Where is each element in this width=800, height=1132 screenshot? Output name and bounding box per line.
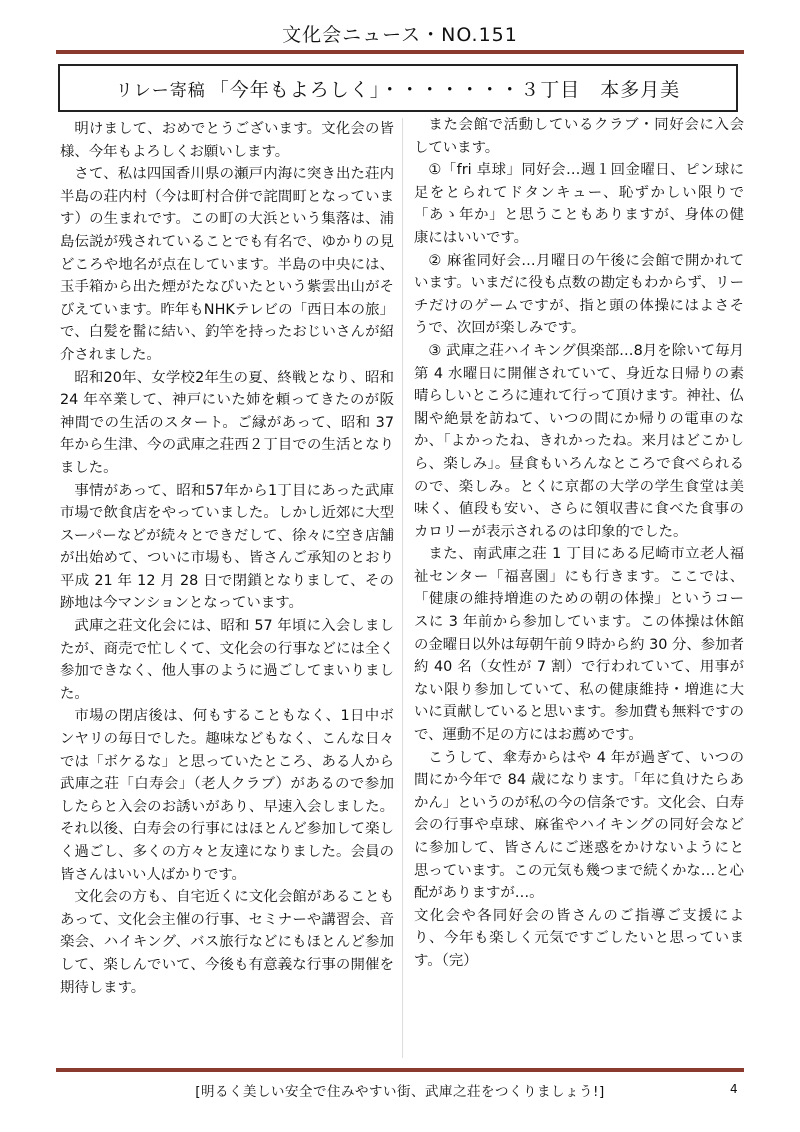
paragraph: 明けまして、おめでとうございます。文化会の皆様、今年もよろしくお願いします。 <box>60 121 394 160</box>
left-column <box>60 118 394 1063</box>
paragraph: 市場の閉店後は、何もすることもなく、1日中ボンヤリの毎日でした。趣味などもなく、こんな日々では「ボケるな」と思っていたところ、ある人から武庫之荘「白寿会」（老人クラブ）があるので参加したらと入会のお誘いがあり、早速入会しました。それ以後、白寿会の行事にはほとんど参加して楽しく過ごし、多くの方々と友達になりました。会員の皆さんはいい人ばかりです。 <box>60 708 394 883</box>
paragraph: 事情があって、昭和57年から1丁目にあった武庫市場で飲食店をやっていました。しかし近郊に大型スーパーなどが続々とできだして、徐々に空き店舗が出始めて、ついに市場も、皆さんご承知のとおり平成 21 年 12 月 28 日で閉鎖となりまして、その跡地は今マンションとなっています。 <box>60 482 394 612</box>
article-title-box <box>58 64 738 112</box>
paragraph: こうして、傘寿からはや 4 年が過ぎて、いつの間にか今年で 84 歳になります。「年に負けたらあかん」というのが私の今の信条です。文化会、白寿会の行事や卓球、麻雀やハイキングの同好会などに参加して、皆さんにご迷惑をかけないようにと思っています。この元気も幾つまで続くかな…と心配がありますが…。 <box>414 749 744 902</box>
paragraph: 武庫之荘文化会には、昭和 57 年頃に入会しましたが、商売で忙しくて、文化会の行事などには全く参加できなく、他人事のように過ごしてまいりました。 <box>60 618 394 702</box>
paragraph: ② 麻雀同好会…月曜日の午後に会館で開かれています。いまだに役も点数の勘定もわからず、リーチだけのゲームですが、指と頭の体操にはよさそうで、次回が楽しみです。 <box>414 252 744 337</box>
paragraph: ①「fri 卓球」同好会…週１回金曜日、ピン球に足をとられてドタンキュー、恥ずかしい限りで「あゝ年か」と思うこともありますが、身体の健康にはいいです。 <box>414 162 744 246</box>
paragraph: また会館で活動しているクラブ・同好会に入会しています。 <box>414 117 744 156</box>
paragraph: 昭和20年、女学校2年生の夏、終戦となり、昭和 24 年卒業して、神戸にいた姉を頼ってきたのが阪神間での生活のスタート。ご縁があって、昭和 37 年から生津、今の武庫之荘西２丁目での生活となりました。 <box>60 369 394 476</box>
paragraph: 文化会の方も、自宅近くに文化会館があることもあって、文化会主催の行事、セミナーや講習会、音楽会、ハイキング、バス旅行などにもほとんど参加して、楽しんでいて、今後も有意義な行事の開催を期待します。 <box>60 889 394 996</box>
paragraph: ③ 武庫之荘ハイキング倶楽部…8月を除いて毎月第 4 水曜日に開催されていて、身近な日帰りの素晴らしいところに連れて行って頂けます。神社、仏閣や絶景を訪ねて、いつの間にか帰りの電車のなか、「よかったね、きれかったね。来月はどこかしら、楽しみ」。昼食もいろんなところで食べられるので、楽しみ。とくに京都の大学の学生食堂は美味く、値段も安い、さらに領収書に食べた食事のカロリーが表示されるのは印象的でした。 <box>414 342 744 540</box>
article-title: 「今年もよろしく」・・・・・・・３丁目 本多月美 <box>209 78 681 101</box>
top-divider <box>56 50 744 54</box>
footer-slogan: [明るく美しい安全で住みやすい街、武庫之荘をつくりましょう!] <box>195 1084 605 1100</box>
closing-paragraph: 文化会や各同好会の皆さんのご指導ご支援により、今年も楽しく元気ですごしたいと思っています。（完） <box>414 907 744 969</box>
paragraph: また、南武庫之荘 1 丁目にある尼崎市立老人福祉センター「福喜園」にも行きます。ここでは、「健康の維持増進のための朝の体操」というコースに 3 年前から参加しています。この体操は休館の金曜日以外は毎朝午前９時から約 30 分、参加者約 40 名（女性が 7 割）で行われていて、用事がない限り参加していて、私の健康維持・増進に大いに貢献していると思います。参加費も無料ですので、運動不足の方にはお薦めです。 <box>414 546 744 744</box>
page-number: 4 <box>730 1082 738 1096</box>
column-divider <box>402 118 403 1058</box>
article-series-label: リレー寄稿 <box>115 80 206 101</box>
newsletter-title: 文化会ニュース・NO.151 <box>282 24 518 46</box>
right-column <box>414 114 744 1059</box>
bottom-divider <box>56 1068 744 1072</box>
paragraph: さて、私は四国香川県の瀬戸内海に突き出た荘内半島の荘内村（今は町村合併で詫間町となっています）の生まれです。この町の大浜という集落は、浦島伝説が残されていることでも有名で、ゆかりの見どころや地名が点在しています。半島の中央には、玉手箱から出た煙がたなびいたという紫雲出山がそびえています。昨年もNHKテレビの「西日本の旅」で、白髪を髷に結い、釣竿を持ったおじいさんが紹介されました。 <box>60 166 394 363</box>
